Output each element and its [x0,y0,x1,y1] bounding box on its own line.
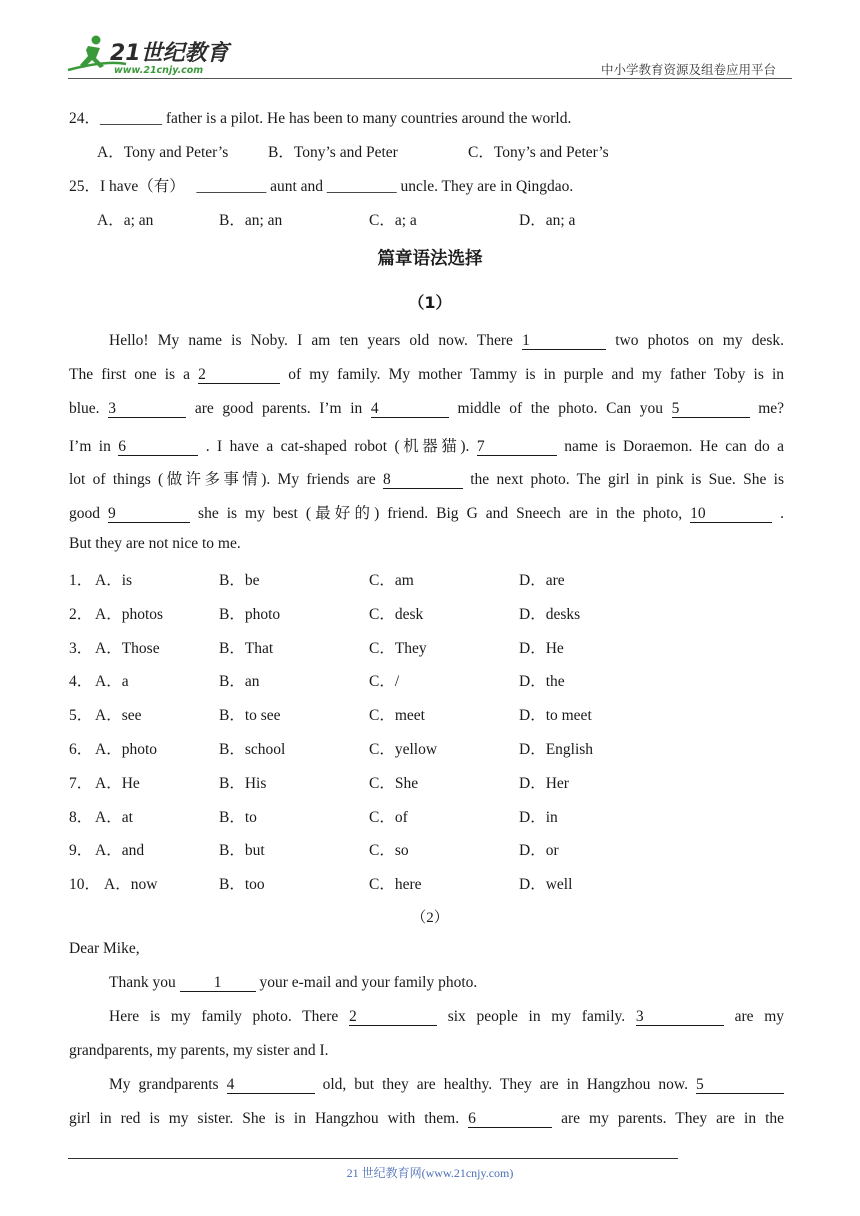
question-number: 10． [69,876,101,894]
passage-text: your e-mail and your family photo. [259,974,478,991]
question-number: 7． [69,774,93,792]
option-b: B．an; an [219,212,283,229]
passage-text: good [69,505,109,522]
passage-2-label: （2） [411,910,449,926]
passage-text: The first one is a [69,366,199,383]
option-a: A．at [95,808,133,826]
option-a: A．Those [95,639,160,657]
passage-text: Here is my family photo. There [109,1008,349,1025]
question-number: 4． [69,673,93,691]
answer-blank: ________ [100,110,163,127]
option-a: A．and [95,842,145,860]
option-a: A．He [95,774,140,792]
footer-text: 21 世纪教育网(www.21cnjy.com) [346,1166,514,1180]
answer-blank: 9 [108,506,190,523]
passage-text: are my parents. They are in the [561,1110,785,1127]
option-d: D．He [519,639,564,657]
option-a: A．photos [95,605,164,623]
option-b: B．but [219,842,265,860]
passage-line [69,400,784,418]
option-a: A．see [95,707,142,725]
answer-blank: _________ [196,178,267,195]
answer-blank: 2 [198,367,280,384]
answer-blank: 5 [672,401,750,418]
passage-text: Hello! My name is Noby. I am ten years old now. There [109,332,523,349]
passage-text: . [780,505,784,522]
passage-line [69,501,784,523]
option-b: B．school [219,741,286,758]
question-number: 6． [69,741,93,758]
option-d: D．well [519,876,573,894]
letter-greeting: Dear Mike, [69,940,140,957]
passage-text: she is my best (最好的) friend. Big G and Sneech are in the photo, [198,505,691,522]
answer-blank: 6 [468,1111,552,1128]
option-c: C．a; a [369,212,417,229]
option-d: D．in [519,808,558,826]
answer-blank: 8 [383,472,463,489]
option-d: D．are [519,572,565,589]
option-b: B．be [219,572,260,589]
answer-blank: 3 [108,401,186,418]
passage-line [69,1110,784,1128]
option-d: D．Her [519,774,569,792]
answer-blank: 7 [477,439,557,456]
passage-line [69,467,784,489]
option-b: B．Tony’s and Peter [268,144,398,161]
passage-text: grandparents, my parents, my sister and I. [69,1042,329,1059]
logo-text: 21世纪教育 [110,41,229,66]
question-number: 2． [69,605,93,623]
question-number: 3． [69,639,93,657]
option-c: C．They [369,639,427,657]
question-text: I have（有） [100,178,185,195]
question-number: 1． [69,572,93,589]
footer-divider [68,1158,678,1159]
answer-blank: 10 [690,506,772,523]
passage-text: Thank you [109,974,180,991]
question-number: 9． [69,842,93,860]
passage-text: six people in my family. [447,1008,636,1025]
question-text: uncle. They are in Qingdao. [396,178,574,195]
answer-blank: 5 [696,1077,784,1094]
passage-text: old, but they are healthy. They are in Hangzhou now. [322,1076,696,1093]
option-c: C．She [369,774,419,792]
option-c: C．of [369,808,408,826]
question-24 [69,106,860,128]
answer-blank: 3 [636,1009,724,1026]
passage-text: are good parents. I’m in [194,400,371,417]
option-a: A．now [104,876,158,894]
passage-text: are my [734,1008,785,1025]
passage-line [69,1076,784,1094]
option-b: B．to see [219,707,281,725]
option-c: C．am [369,572,414,589]
passage-line [109,974,860,992]
passage-text: name is Doraemon. He can do a [564,438,785,455]
passage-line [69,1042,860,1060]
passage-text: My grandparents [109,1076,227,1093]
answer-blank: _________ [326,178,397,195]
option-d: D．an; a [519,212,576,229]
passage-text: middle of the photo. Can you [457,400,672,417]
option-d: D．the [519,673,565,691]
option-b: B．too [219,876,265,894]
answer-blank: 2 [349,1009,437,1026]
question-number: 25． [69,178,101,195]
answer-blank: 4 [227,1077,315,1094]
option-c: C．/ [369,673,400,691]
passage-text: of my family. My mother Tammy is in purple and my father Toby is in [288,366,785,383]
answer-blank: 1 [522,333,606,350]
passage-line [69,1008,784,1026]
answer-blank: 4 [371,401,449,418]
option-c: C．desk [369,605,424,623]
passage-text: blue. [69,400,109,417]
question-number: 5． [69,707,93,725]
passage-text: the next photo. The girl in pink is Sue. She is [470,471,784,488]
section-title: 篇章语法选择 [377,249,483,269]
site-logo [66,34,236,76]
option-a: A．a [95,673,129,691]
header-divider [68,78,792,79]
option-c: C．Tony’s and Peter’s [468,144,609,161]
logo-url: www.21cnjy.com [114,65,204,76]
option-b: B．photo [219,605,281,623]
option-a: A．Tony and Peter’s [97,144,229,161]
platform-name: 中小学教育资源及组卷应用平台 [600,62,776,77]
option-a: A．is [95,572,133,589]
question-25 [69,174,860,196]
option-d: D．English [519,741,594,758]
option-c: C．so [369,842,409,860]
question-number: 24． [69,110,101,127]
passage-text: I’m in [69,438,119,455]
option-b: B．an [219,673,260,691]
page-header [0,0,860,80]
passage-text: me? [758,400,785,417]
option-b: B．to [219,808,257,826]
passage-text: But they are not nice to me. [69,535,241,552]
option-d: D．desks [519,605,581,623]
option-a: A．a; an [97,212,154,229]
passage-text: girl in red is my sister. She is in Hangzhou with them. [69,1110,469,1127]
passage-line [69,535,860,553]
option-a: A．photo [95,741,158,758]
question-text: aunt and [266,178,327,195]
question-text: father is a pilot. He has been to many countries around the world. [162,110,572,127]
option-d: D．or [519,842,559,860]
option-c: C．yellow [369,741,438,758]
passage-text: lot of things (做许多事情). My friends are [69,471,383,488]
answer-blank: 6 [118,439,198,456]
option-b: B．That [219,639,274,657]
passage-line [69,434,784,456]
passage-text: . I have a cat-shaped robot (机器猫). [205,438,477,455]
passage-text: two photos on my desk. [615,332,785,349]
passage-line [69,332,784,350]
answer-blank: 1 [180,975,256,992]
option-c: C．meet [369,707,425,725]
option-d: D．to meet [519,707,592,725]
option-c: C．here [369,876,422,894]
option-b: B．His [219,774,267,792]
passage-1-label: （1） [408,293,452,312]
question-number: 8． [69,808,93,826]
passage-line [69,366,784,384]
